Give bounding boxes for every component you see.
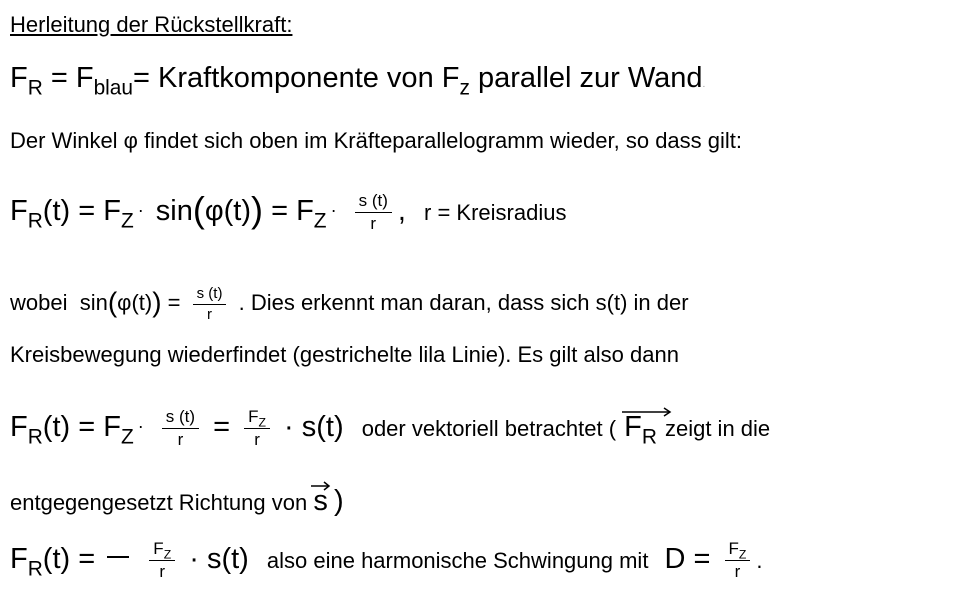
vector-fr: $F_R$ <box>624 411 657 444</box>
fraction-s-over-r: $\frac{s (t)}{r}$ <box>355 192 392 233</box>
dashed-line-sentence: Kreisbewegung wiederfindet (gestrichelte lila Linie). Es gilt also dann <box>10 342 679 367</box>
harmonic-equation: $F_R(t)$ = $\frac{F_Z}{r}$ · s(t) also eine harmonische Schwingung mit D = $\frac{F_Z}{r}$ . <box>10 539 763 581</box>
vector-arrow-icon <box>622 407 672 417</box>
vector-arrow-icon <box>311 481 331 491</box>
direction-sentence: entgegengesetzt Richtung von s ) <box>10 485 344 518</box>
fraction-s-over-r: $\frac{s (t)}{r}$ <box>162 408 199 449</box>
sine-relation: wobei sin(φ(t)) = $\frac{s (t)}{r}$ . Dies erkennt man daran, dass sich s(t) in der <box>10 285 689 323</box>
definition-line: $F_R = F_{blau}=$ Kraftkomponente von $F_z$ parallel zur Wand. <box>10 62 706 100</box>
fraction-fz-over-r: $\frac{F_Z}{r}$ <box>725 540 751 581</box>
force-equation: $F_R(t) = F_Z \cdot \sin(\varphi(t)) = F_Z$ · $\frac{s (t)}{r}$ , r = Kreisradius <box>10 188 567 233</box>
minus-sign <box>107 556 129 558</box>
fraction-fz-over-r: $\frac{F_Z}{r}$ <box>149 540 175 581</box>
force-fraction-equation: $F_R(t) = F_Z$ · $\frac{s (t)}{r}$ = $\frac{F_Z}{r}$ · s(t) oder vektoriell betrachtet ( $F_R$ zeigt in die <box>10 407 771 449</box>
fraction-s-over-r: $\frac{s (t)}{r}$ <box>193 286 227 323</box>
heading: Herleitung der Rückstellkraft: <box>10 12 293 37</box>
fraction-fz-over-r: $\frac{F_Z}{r}$ <box>244 408 270 449</box>
vector-s: s <box>313 485 328 518</box>
angle-sentence: Der Winkel φ findet sich oben im Kräfteparallelogramm wieder, so dass gilt: <box>10 128 743 153</box>
